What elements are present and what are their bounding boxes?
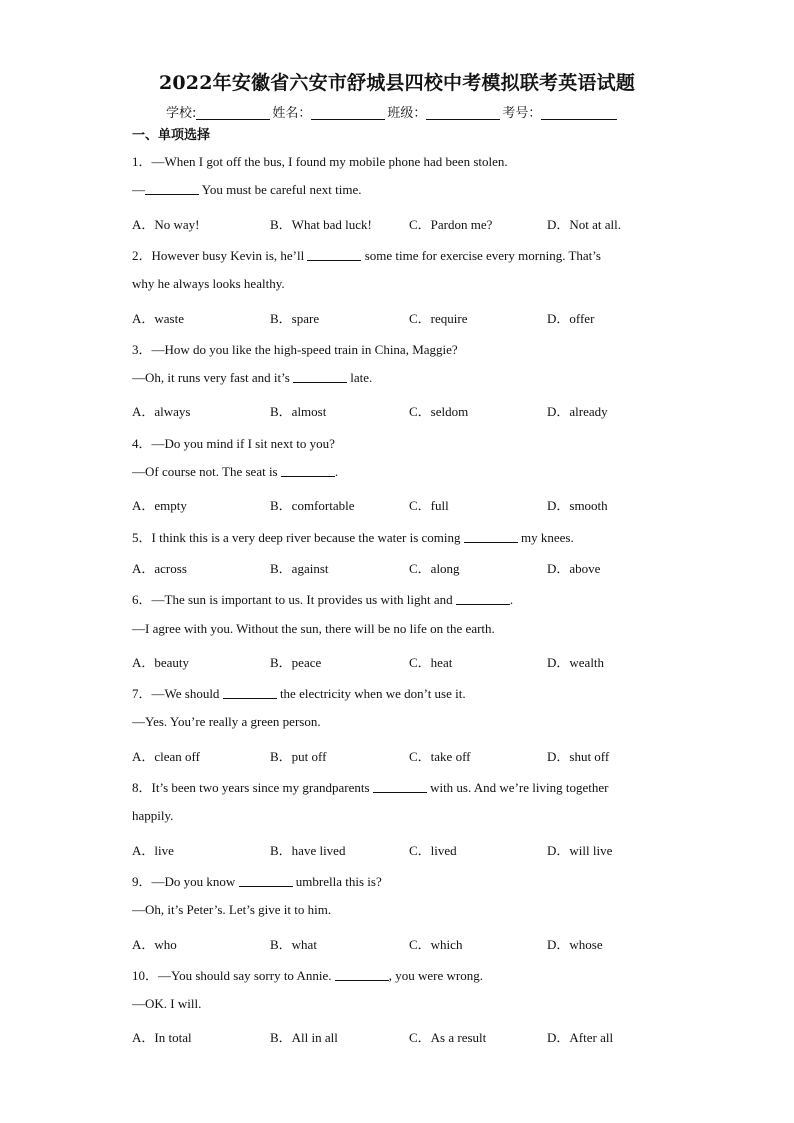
question-line <box>132 527 574 546</box>
answer-blank <box>456 592 510 605</box>
answer-blank <box>223 686 277 699</box>
question-text: However busy Kevin is, he’ll <box>151 247 308 263</box>
number-label: 考号： <box>502 106 542 121</box>
school-label: 学校: <box>166 106 197 121</box>
page-title: 2022年安徽省六安市舒城县四校中考模拟联考英语试题 <box>158 72 636 94</box>
class-label: 班级： <box>387 106 427 121</box>
answer-option[interactable]: D．After all <box>547 1030 614 1046</box>
answer-option[interactable]: A．waste <box>132 310 184 326</box>
answer-option[interactable]: B．put off <box>270 748 327 764</box>
question-line <box>132 464 338 480</box>
question-line <box>132 902 331 918</box>
answer-option[interactable]: D．will live <box>547 842 613 858</box>
question-text: —When I got off the bus, I found my mobile phone had been stolen. <box>151 154 508 169</box>
answer-option[interactable]: B．spare <box>270 310 320 326</box>
question-number: 7． <box>132 686 152 702</box>
answer-option[interactable]: C．As a result <box>409 1030 487 1046</box>
answer-option[interactable]: C．require <box>409 310 468 326</box>
answer-option[interactable]: C．full <box>409 498 449 514</box>
student-info <box>166 102 619 121</box>
answer-blank <box>239 874 293 887</box>
question-text: , you were wrong. <box>388 967 483 983</box>
answer-option[interactable]: D．above <box>547 560 601 576</box>
section-heading: 一、单项选择 <box>132 128 211 143</box>
answer-option[interactable]: C．seldom <box>409 404 469 420</box>
question-text: —How do you like the high-speed train in China, Maggie? <box>151 341 458 357</box>
question-number: 6． <box>132 592 152 608</box>
answer-option[interactable]: C．which <box>409 936 463 952</box>
question-line <box>132 245 601 264</box>
answer-option[interactable]: A．beauty <box>132 654 190 670</box>
answer-option[interactable]: D．already <box>547 404 608 420</box>
question-text: —Do you know <box>151 873 239 889</box>
answer-option[interactable]: C．heat <box>409 654 453 670</box>
question-number: 2． <box>132 247 152 263</box>
answer-blank <box>293 370 347 383</box>
answer-option[interactable]: A．across <box>132 560 187 576</box>
answer-option[interactable]: C．lived <box>409 842 457 858</box>
question-text: happily. <box>132 808 174 824</box>
question-text: the electricity when we don’t use it. <box>276 686 466 702</box>
question-text: —You should say sorry to Annie. <box>158 967 335 983</box>
question-number: 10． <box>132 967 159 983</box>
answer-option[interactable]: A．In total <box>132 1030 192 1046</box>
question-text: some time for exercise every morning. That’s <box>361 247 601 263</box>
question-text: late. <box>347 370 373 386</box>
answer-blank <box>335 968 389 981</box>
answer-option[interactable]: A．empty <box>132 498 187 514</box>
question-text: —The sun is important to us. It provides us with light and <box>151 592 456 608</box>
question-text: I think this is a very deep river because the water is coming <box>151 529 464 545</box>
answer-option[interactable]: B．peace <box>270 654 322 670</box>
question-line <box>132 182 361 198</box>
answer-blank <box>145 182 199 195</box>
question-line <box>132 714 321 730</box>
question-text: It’s been two years since my grandparents <box>151 780 373 795</box>
answer-option[interactable]: D．smooth <box>547 498 608 514</box>
question-text: —Oh, it runs very fast and it’s <box>132 370 294 386</box>
answer-option[interactable]: B．All in all <box>270 1030 338 1046</box>
class-field[interactable] <box>426 105 500 120</box>
answer-option[interactable]: B．what <box>270 936 317 952</box>
answer-option[interactable]: C．take off <box>409 748 471 764</box>
question-text: You must be careful next time. <box>199 182 362 198</box>
answer-option[interactable]: D．offer <box>547 310 595 326</box>
question-text: —OK. I will. <box>132 996 202 1012</box>
answer-blank <box>464 530 518 543</box>
question-text: with us. And we’re living together <box>426 780 609 795</box>
answer-blank <box>373 780 427 793</box>
number-field[interactable] <box>541 105 617 120</box>
school-field[interactable] <box>196 105 270 120</box>
question-text: —Yes. You’re really a green person. <box>132 714 321 730</box>
answer-option[interactable]: A．always <box>132 404 191 420</box>
question-text: —We should <box>151 686 223 702</box>
question-text: —Of course not. The seat is <box>132 464 281 479</box>
question-text: umbrella this is? <box>292 873 382 889</box>
answer-option[interactable]: A．No way! <box>132 216 200 232</box>
question-line <box>132 370 372 386</box>
question-text: why he always looks healthy. <box>132 276 285 292</box>
question-line <box>132 777 608 796</box>
name-field[interactable] <box>311 105 385 120</box>
question-number: 4． <box>132 435 152 451</box>
question-line <box>132 589 513 608</box>
answer-blank <box>281 464 335 477</box>
question-number: 8． <box>132 780 152 795</box>
question-text: —Oh, it’s Peter’s. Let’s give it to him. <box>132 902 332 918</box>
answer-option[interactable]: A．clean off <box>132 748 200 764</box>
answer-option[interactable]: C．along <box>409 560 460 576</box>
question-number: 5． <box>132 529 152 545</box>
question-text: . <box>334 464 339 479</box>
question-line <box>132 996 201 1012</box>
answer-option[interactable]: A．who <box>132 936 177 952</box>
question-text: —Do you mind if I sit next to you? <box>151 435 335 451</box>
question-number: 3． <box>132 341 152 357</box>
question-number: 1． <box>132 154 152 169</box>
answer-option[interactable]: B．have lived <box>270 842 346 858</box>
answer-option[interactable]: C．Pardon me? <box>409 216 493 232</box>
question-line <box>132 965 483 984</box>
question-line <box>132 621 495 637</box>
question-line <box>132 151 508 170</box>
question-text: —I agree with you. Without the sun, there will be no life on the earth. <box>132 620 495 636</box>
question-line <box>132 808 173 824</box>
answer-option[interactable]: D．Not at all. <box>547 216 622 232</box>
question-text: my knees. <box>517 529 574 545</box>
answer-blank <box>307 248 361 261</box>
question-line <box>132 433 335 452</box>
question-number: 9． <box>132 873 152 889</box>
question-line <box>132 871 382 890</box>
answer-option[interactable]: B．against <box>270 560 329 576</box>
answer-option[interactable]: D．whose <box>547 936 603 952</box>
answer-option[interactable]: D．wealth <box>547 654 605 670</box>
answer-option[interactable]: A．live <box>132 842 174 858</box>
answer-option[interactable]: D．shut off <box>547 748 610 764</box>
answer-option[interactable]: B．What bad luck! <box>270 216 372 232</box>
question-line <box>132 339 458 358</box>
answer-option[interactable]: B．almost <box>270 404 327 420</box>
question-text: . <box>509 592 514 608</box>
question-text: — <box>132 182 145 198</box>
answer-option[interactable]: B．comfortable <box>270 498 355 514</box>
name-label: 姓名： <box>272 106 312 121</box>
question-line <box>132 683 466 702</box>
question-line <box>132 276 285 292</box>
